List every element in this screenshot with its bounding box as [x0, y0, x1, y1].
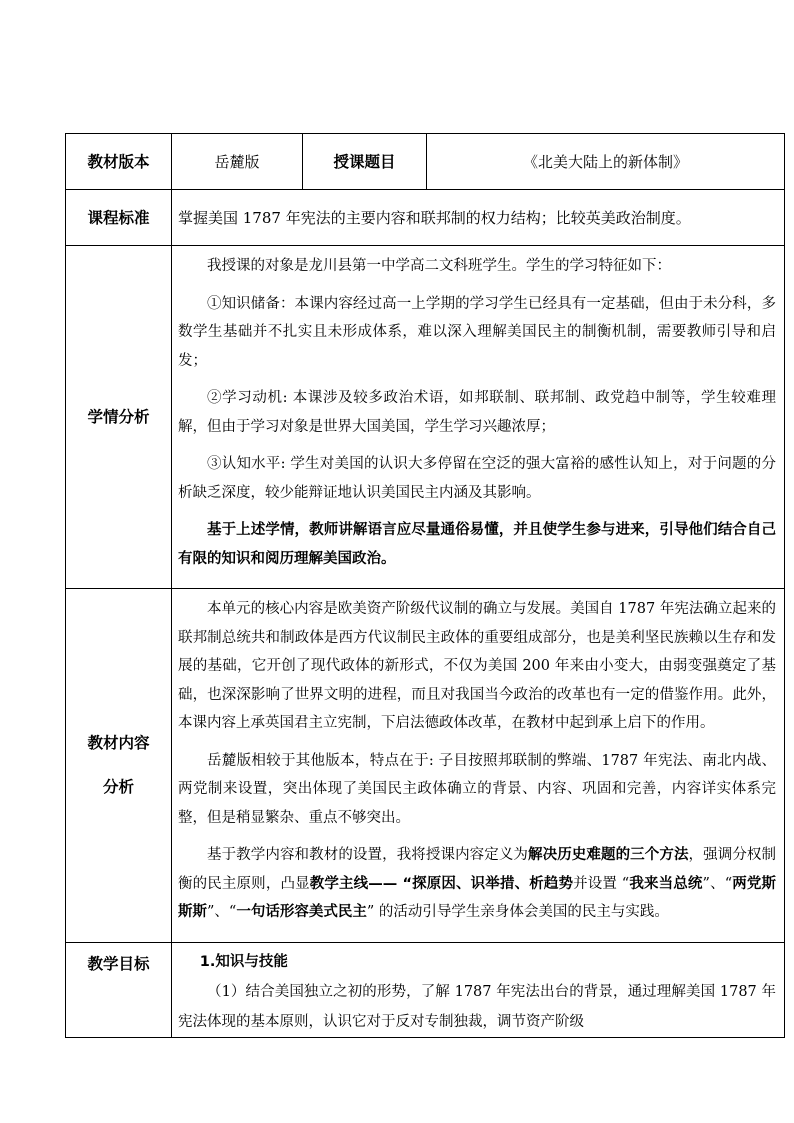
material-analysis-paragraph: 岳麓版相较于其他版本，特点在于: 子目按照邦联制的弊端、1787 年宪法、南北内战、两党制来设置，突出体现了美国民主政体确立的背景、内容、巩固和完善，内容详实体系完整，但是稍显繁杂、重点不够突出。 [178, 752, 776, 826]
text-span: ”、“ [702, 875, 733, 892]
material-analysis-paragraph [178, 841, 776, 927]
row-curriculum-standard [66, 190, 785, 246]
label-student-analysis: 学情分析 [66, 246, 172, 589]
value-curriculum-standard: 掌握美国 1787 年宪法的主要内容和联邦制的权力结构；比较英美政治制度。 [172, 190, 785, 246]
text-span: ，强调分权制衡的民主原则，凸显 [178, 847, 777, 892]
material-analysis-paragraph: 本单元的核心内容是欧美资产阶级代议制的确立与发展。美国自 1787 年宪法确立起来的联邦制总统共和制政体是西方代议制民主政体的重要组成部分，也是美利坚民族赖以生存和发展的基础，它开创了现代政体的新形式，不仅为美国 200 年来由小变大，由弱变强奠定了基础，也深深影响了世界文明的进程，而且对我国当今政治的改革也有一定的借鉴作用。此外，本课内容上承英国君主立宪制，下启法德政体改革，在教材中起到承上启下的作用。 [178, 601, 776, 731]
bold-text: 教学主线—— “探原因、识举措、析趋势 [309, 875, 574, 892]
text-span: ” 的活动引导学生亲身体会美国的民主与实践。 [366, 904, 669, 920]
label-teaching-goals: 教学目标 [66, 942, 172, 1037]
label-content-analysis-line2: 分析 [102, 778, 134, 797]
bold-text: 我来当总统 [629, 875, 703, 892]
row-textbook-version [66, 134, 785, 190]
label-curriculum-standard: 课程标准 [66, 190, 172, 246]
value-textbook-version: 岳麓版 [172, 134, 303, 190]
bold-text: 解决历史难题的三个方法 [528, 847, 689, 863]
row-student-analysis [66, 246, 785, 589]
content-student-analysis [172, 246, 785, 589]
value-lesson-title: 《北美大陆上的新体制》 [427, 134, 785, 190]
student-analysis-paragraph: 我授课的对象是龙川县第一中学高二文科班学生。学生的学习特征如下： [207, 258, 671, 274]
label-content-analysis [66, 589, 172, 943]
content-teaching-goals [172, 942, 785, 1037]
label-textbook-version: 教材版本 [66, 134, 172, 190]
text-span: 并设置 “ [573, 875, 630, 892]
content-material-analysis [172, 589, 785, 943]
bold-text: 一句话形容美式民主 [236, 904, 367, 920]
student-analysis-conclusion: 基于上述学情，教师讲解语言应尽量通俗易懂，并且使学生参与进来，引导他们结合自己有限的知识和阅历理解美国政治。 [178, 522, 776, 567]
label-content-analysis-line1: 教材内容 [87, 734, 150, 753]
goals-heading: 1.知识与技能 [199, 953, 288, 970]
student-analysis-paragraph: ②学习动机: 本课涉及较多政治术语，如邦联制、联邦制、政党趋中制等，学生较难理解，但由于学习对象是世界大国美国，学生学习兴趣浓厚； [178, 390, 776, 435]
student-analysis-paragraph: ①知识储备：本课内容经过高一上学期的学习学生已经具有一定基础，但由于未分科，多数学生基础并不扎实且未形成体系，难以深入理解美国民主的制衡机制，需要教师引导和启发； [178, 295, 776, 369]
text-span: 基于教学内容和教材的设置，我将授课内容定义为 [207, 847, 529, 863]
goals-paragraph: （1）结合美国独立之初的形势，了解 1787 年宪法出台的背景，通过理解美国 1787 年宪法体现的基本原则，认识它对于反对专制独裁，调节资产阶级 [178, 983, 776, 1030]
student-analysis-paragraph: ③认知水平: 学生对美国的认识大多停留在空泛的强大富裕的感性认知上，对于问题的分析缺乏深度，较少能辩证地认识美国民主内涵及其影响。 [178, 456, 776, 501]
bold-text: 两党斯斯斯 [178, 875, 777, 920]
label-lesson-title: 授课题目 [303, 134, 427, 190]
row-content-analysis [66, 589, 785, 943]
lesson-plan-table [65, 133, 785, 1038]
row-teaching-goals [66, 942, 785, 1037]
text-span: ”、“ [207, 904, 237, 920]
